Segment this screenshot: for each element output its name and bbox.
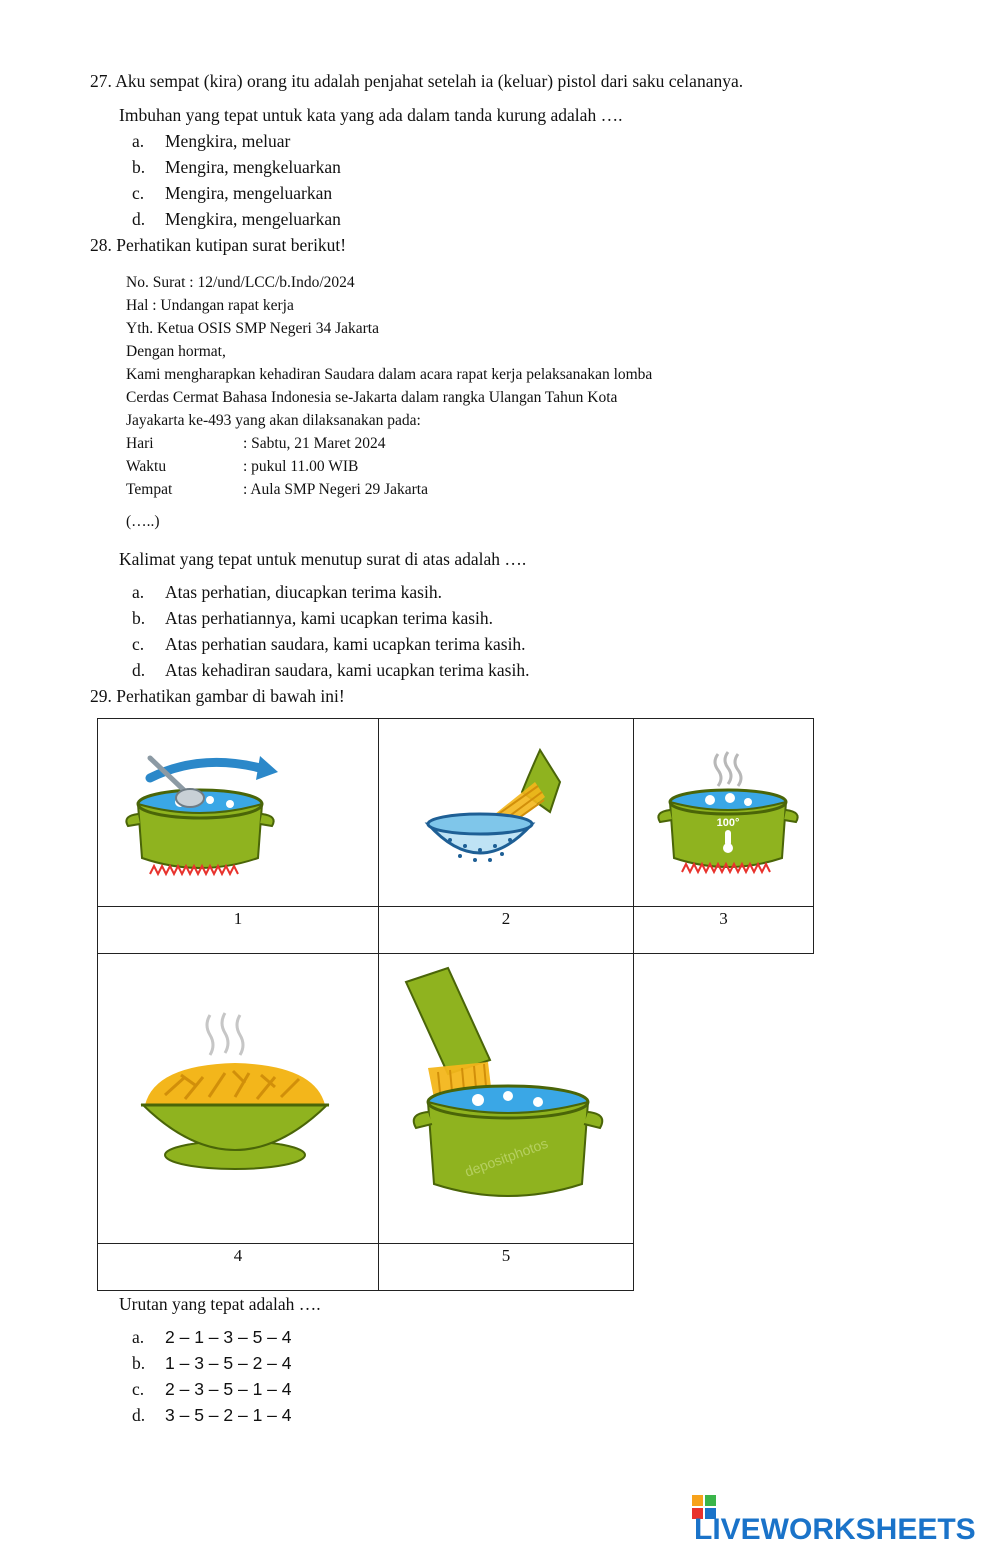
q27-stem: [90, 71, 743, 92]
option-letter: b.: [132, 157, 146, 177]
q28-option-c[interactable]: [132, 634, 526, 655]
option-letter: b.: [132, 1353, 146, 1373]
option-text: Mengira, mengeluarkan: [165, 183, 333, 203]
option-letter: c.: [132, 183, 145, 203]
option-letter: b.: [132, 608, 146, 628]
stirring-pot-icon: [110, 738, 370, 888]
q29-stem-text: Perhatikan gambar di bawah ini!: [116, 686, 345, 706]
option-text: Atas perhatiannya, kami ucapkan terima kasih.: [165, 608, 494, 628]
option-text: 2 – 3 – 5 – 1 – 4: [165, 1379, 292, 1399]
option-text: Atas perhatian saudara, kami ucapkan terima kasih.: [165, 634, 526, 654]
image-label-2: 2: [501, 909, 511, 928]
image-label-4: 4: [233, 1246, 243, 1265]
option-letter: d.: [132, 209, 146, 229]
noodle-bowl-icon: [125, 1005, 355, 1185]
option-text: Mengkira, mengeluarkan: [165, 209, 341, 229]
letter-place-label: Tempat: [126, 481, 173, 498]
q27-prompt: Imbuhan yang tepat untuk kata yang ada dalam tanda kurung adalah ….: [119, 105, 623, 125]
watermark-text: depositphotos: [462, 1134, 550, 1180]
q27-number: 27.: [90, 71, 112, 91]
image-label-5: 5: [501, 1246, 511, 1265]
option-text: 2 – 1 – 3 – 5 – 4: [165, 1327, 292, 1347]
letter-day-label: Hari: [126, 435, 154, 452]
thermometer-label: 100°: [716, 817, 740, 829]
q29-number: 29.: [90, 686, 112, 706]
letter-place-value: : Aula SMP Negeri 29 Jakarta: [243, 481, 428, 498]
option-letter: d.: [132, 1405, 146, 1425]
letter-number: No. Surat : 12/und/LCC/b.Indo/2024: [126, 274, 355, 291]
option-text: 1 – 3 – 5 – 2 – 4: [165, 1353, 292, 1373]
letter-body-line: Jayakarta ke-493 yang akan dilaksanakan pada:: [126, 412, 421, 429]
q27-option-d[interactable]: [132, 209, 341, 230]
q27-option-b[interactable]: [132, 157, 341, 178]
draining-colander-icon: [410, 742, 610, 892]
option-letter: c.: [132, 1379, 145, 1399]
option-text: Mengkira, meluar: [165, 131, 291, 151]
q28-number: 28.: [90, 235, 112, 255]
q28-option-d[interactable]: [132, 660, 529, 681]
image-label-1: 1: [233, 909, 243, 928]
q28-prompt: Kalimat yang tepat untuk menutup surat di atas adalah ….: [119, 549, 527, 569]
brand-text: LIVEWORKSHEETS: [694, 1513, 976, 1546]
letter-greeting: Dengan hormat,: [126, 343, 226, 360]
letter-time-label: Waktu: [126, 458, 167, 475]
letter-body-line: Kami mengharapkan kehadiran Saudara dalam acara rapat kerja pelaksanakan lomba: [126, 366, 653, 383]
q28-option-a[interactable]: [132, 582, 442, 603]
q29-option-c[interactable]: [132, 1379, 292, 1400]
option-text: Atas perhatian, diucapkan terima kasih.: [165, 582, 442, 602]
letter-day-value: : Sabtu, 21 Maret 2024: [243, 435, 386, 452]
q27-stem-text: Aku sempat (kira) orang itu adalah penjahat setelah ia (keluar) pistol dari saku celananya.: [115, 71, 744, 91]
letter-subject: Hal : Undangan rapat kerja: [126, 297, 294, 314]
letter-time-value: : pukul 11.00 WIB: [243, 458, 359, 475]
q27-option-c[interactable]: [132, 183, 332, 204]
q29-option-d[interactable]: [132, 1405, 292, 1426]
option-text: Mengira, mengkeluarkan: [165, 157, 341, 177]
letter-recipient: Yth. Ketua OSIS SMP Negeri 34 Jakarta: [126, 320, 379, 337]
q28-stem-text: Perhatikan kutipan surat berikut!: [116, 235, 347, 255]
q29-prompt: Urutan yang tepat adalah ….: [119, 1294, 321, 1314]
option-text: 3 – 5 – 2 – 1 – 4: [165, 1405, 292, 1425]
option-letter: d.: [132, 660, 146, 680]
adding-pasta-pot-icon: [398, 962, 618, 1212]
q28-option-b[interactable]: [132, 608, 493, 629]
letter-body-line: Cerdas Cermat Bahasa Indonesia se-Jakarta dalam rangka Ulangan Tahun Kota: [126, 389, 618, 406]
option-letter: a.: [132, 1327, 145, 1347]
option-letter: a.: [132, 582, 145, 602]
image-label-3: 3: [719, 909, 728, 928]
q27-option-a[interactable]: [132, 131, 290, 152]
q28-stem: [90, 235, 346, 256]
letter-ellipsis: (…..): [126, 513, 160, 530]
q29-stem: [90, 686, 345, 707]
option-letter: a.: [132, 131, 145, 151]
option-text: Atas kehadiran saudara, kami ucapkan terima kasih.: [165, 660, 530, 680]
option-letter: c.: [132, 634, 145, 654]
q29-option-b[interactable]: [132, 1353, 292, 1374]
liveworksheets-logo[interactable]: [692, 1489, 1000, 1546]
q29-option-a[interactable]: [132, 1327, 292, 1348]
boiling-water-pot-icon: [648, 746, 808, 886]
